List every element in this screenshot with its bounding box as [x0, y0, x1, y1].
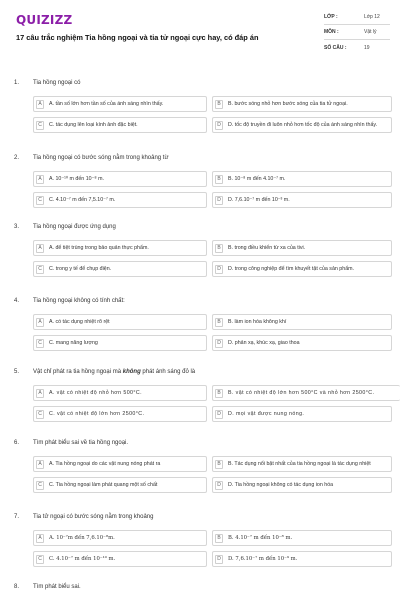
- option-text: D. Tia hồng ngoại không có tác dụng ion hóa: [228, 481, 334, 488]
- option-text: C. 4.10⁻⁷ m đến 7,5.10⁻⁷ m.: [49, 196, 116, 203]
- question-number: 5.: [14, 369, 20, 375]
- meta-row-grade: [324, 10, 390, 25]
- option-text: B. Tác dụng nổi bật nhất của tia hồng ngoại là tác dụng nhiệt: [228, 460, 371, 467]
- option-text: B. 10⁻⁸ m đến 4.10⁻⁷ m.: [228, 175, 286, 182]
- option-text: B. trong điều khiển từ xa của tivi.: [228, 244, 306, 251]
- option-c[interactable]: [33, 261, 207, 277]
- option-b[interactable]: [212, 456, 392, 472]
- question-text-part: phát ánh sáng đỏ là: [140, 369, 196, 375]
- question-text: Tia hồng ngoại có bước sóng nằm trong khoảng từ: [33, 155, 169, 161]
- option-c[interactable]: [33, 477, 207, 493]
- option-letter: C: [36, 481, 44, 490]
- question-number: 3.: [14, 224, 20, 230]
- option-text: D. trong công nghiệp để tìm khuyết tật của sản phẩm.: [228, 265, 355, 272]
- option-b[interactable]: [212, 171, 392, 187]
- option-c[interactable]: [33, 335, 207, 351]
- option-text: B. 4.10⁻⁷ m đến 10⁻⁸ m.: [228, 534, 293, 541]
- option-b[interactable]: [212, 314, 392, 330]
- option-b[interactable]: [212, 240, 392, 256]
- option-letter: D: [215, 481, 223, 490]
- option-text: A. 10⁻¹⁰ m đến 10⁻⁸ m.: [49, 175, 104, 182]
- option-text: A. có tác dụng nhiệt rõ rệt: [49, 318, 110, 325]
- option-c[interactable]: [33, 406, 207, 422]
- option-letter: B: [215, 318, 223, 327]
- question-text: Tia tử ngoại có bước sóng nằm trong khoảng: [33, 514, 154, 520]
- option-letter: B: [215, 534, 223, 543]
- option-letter: C: [36, 121, 44, 130]
- option-text: B. làm ion hóa không khí: [228, 318, 287, 325]
- question-number: 4.: [14, 298, 20, 304]
- option-d[interactable]: [212, 477, 392, 493]
- option-text: A. tần số lớn hơn tần số của ánh sáng nhìn thấy.: [49, 100, 164, 107]
- meta-key: MÔN :: [324, 29, 339, 35]
- option-letter: D: [215, 339, 223, 348]
- option-letter: C: [36, 196, 44, 205]
- question-text: [33, 369, 195, 375]
- question-7: [0, 514, 400, 584]
- option-a[interactable]: [33, 456, 207, 472]
- meta-key: LỚP :: [324, 14, 338, 20]
- meta-row-subject: [324, 25, 390, 40]
- option-letter: A: [36, 100, 44, 109]
- option-letter: C: [36, 265, 44, 274]
- option-b[interactable]: [212, 96, 392, 112]
- question-text: Tia hồng ngoại được ứng dụng: [33, 224, 116, 230]
- option-letter: A: [36, 534, 44, 543]
- option-letter: D: [215, 196, 223, 205]
- option-letter: A: [36, 244, 44, 253]
- option-letter: C: [36, 555, 44, 564]
- option-letter: A: [36, 175, 44, 184]
- option-letter: C: [36, 410, 44, 419]
- option-letter: B: [215, 244, 223, 253]
- quizizz-logo[interactable]: QUIZIZZ: [16, 13, 73, 27]
- option-text: C. trong y tế để chụp điện.: [49, 265, 112, 272]
- option-text: C. vật có nhiệt độ lớn hơn 2500°C.: [49, 410, 145, 417]
- question-1: [0, 80, 400, 150]
- option-letter: A: [36, 389, 44, 398]
- option-letter: B: [215, 100, 223, 109]
- option-d[interactable]: [212, 335, 392, 351]
- option-a[interactable]: [33, 240, 207, 256]
- page-title: 17 câu trắc nghiệm Tia hồng ngoại và tia tử ngoại cực hay, có đáp án: [16, 33, 259, 42]
- question-text-part: Vật chỉ phát ra tia hồng ngoại mà: [33, 369, 123, 375]
- option-letter: B: [215, 175, 223, 184]
- option-c[interactable]: [33, 551, 207, 567]
- option-letter: D: [215, 265, 223, 274]
- question-number: 8.: [14, 584, 20, 590]
- option-text: D. tốc độ truyền đi luôn nhỏ hơn tốc độ của ánh sáng nhìn thấy.: [228, 121, 378, 128]
- option-a[interactable]: [33, 96, 207, 112]
- option-d[interactable]: [212, 261, 392, 277]
- meta-row-count: [324, 40, 390, 55]
- option-text: B. vật có nhiệt độ lớn hơn 500°C và nhỏ hơn 2500°C.: [228, 389, 375, 396]
- question-text: Tia hồng ngoại không có tính chất:: [33, 298, 125, 304]
- question-3: [0, 224, 400, 294]
- meta-box: [324, 10, 390, 55]
- question-number: 7.: [14, 514, 20, 520]
- option-letter: B: [215, 460, 223, 469]
- option-text: A. để tiệt trùng trong bảo quản thực phẩm.: [49, 244, 149, 251]
- option-letter: B: [215, 389, 223, 398]
- page-header: [0, 0, 400, 72]
- option-text: C. 4.10⁻⁷ m đến 10⁻¹⁰ m.: [49, 555, 116, 562]
- option-text: C. mang năng lượng: [49, 339, 98, 346]
- question-8: [0, 584, 400, 604]
- option-a[interactable]: [33, 530, 207, 546]
- option-b[interactable]: [212, 530, 392, 546]
- meta-key: SỐ CÂU :: [324, 44, 347, 51]
- option-d[interactable]: [212, 192, 392, 208]
- option-letter: D: [215, 121, 223, 130]
- option-c[interactable]: [33, 192, 207, 208]
- option-letter: A: [36, 460, 44, 469]
- option-letter: C: [36, 339, 44, 348]
- question-2: [0, 155, 400, 225]
- meta-value: Vật lý: [364, 29, 377, 35]
- option-d[interactable]: [212, 406, 392, 422]
- option-d[interactable]: [212, 551, 392, 567]
- option-text: D. phản xạ, khúc xạ, giao thoa: [228, 339, 300, 346]
- option-text: A. 10⁻⁷m đến 7,6.10⁻⁸m.: [49, 534, 115, 541]
- option-b[interactable]: [212, 385, 400, 401]
- question-6: [0, 440, 400, 510]
- option-text: C. tác dụng lên loại kính ảnh đặc biệt.: [49, 121, 138, 128]
- option-text: D. 7,6.10⁻⁷ m đến 10⁻⁹ m.: [228, 555, 298, 562]
- option-letter: D: [215, 555, 223, 564]
- option-a[interactable]: [33, 314, 207, 330]
- question-text-emphasis: không: [122, 369, 141, 375]
- question-text: Tia hồng ngoại có: [33, 80, 81, 86]
- meta-value: 19: [364, 44, 370, 51]
- option-text: A. Tia hồng ngoại do các vật nung nóng phát ra: [49, 460, 161, 467]
- option-letter: A: [36, 318, 44, 327]
- option-text: B. bước sóng nhỏ hơn bước sóng của tia tử ngoại.: [228, 100, 348, 107]
- question-number: 1.: [14, 80, 20, 86]
- question-number: 2.: [14, 155, 20, 161]
- question-text: Tìm phát biểu sai về tia hồng ngoại.: [33, 440, 129, 446]
- option-text: D. 7,6.10⁻⁷ m đến 10⁻³ m.: [228, 196, 290, 203]
- option-c[interactable]: [33, 117, 207, 133]
- question-4: [0, 298, 400, 368]
- question-text: Tìm phát biểu sai.: [33, 584, 81, 590]
- option-a[interactable]: [33, 385, 207, 401]
- option-letter: D: [215, 410, 223, 419]
- question-5: [0, 369, 400, 439]
- option-text: D. mọi vật được nung nóng.: [228, 410, 305, 417]
- meta-value: Lớp 12: [364, 14, 380, 20]
- question-number: 6.: [14, 440, 20, 446]
- option-text: C. Tia hồng ngoại làm phát quang một số chất: [49, 481, 158, 488]
- option-text: A. vật có nhiệt độ nhỏ hơn 500°C.: [49, 389, 142, 396]
- option-d[interactable]: [212, 117, 392, 133]
- option-a[interactable]: [33, 171, 207, 187]
